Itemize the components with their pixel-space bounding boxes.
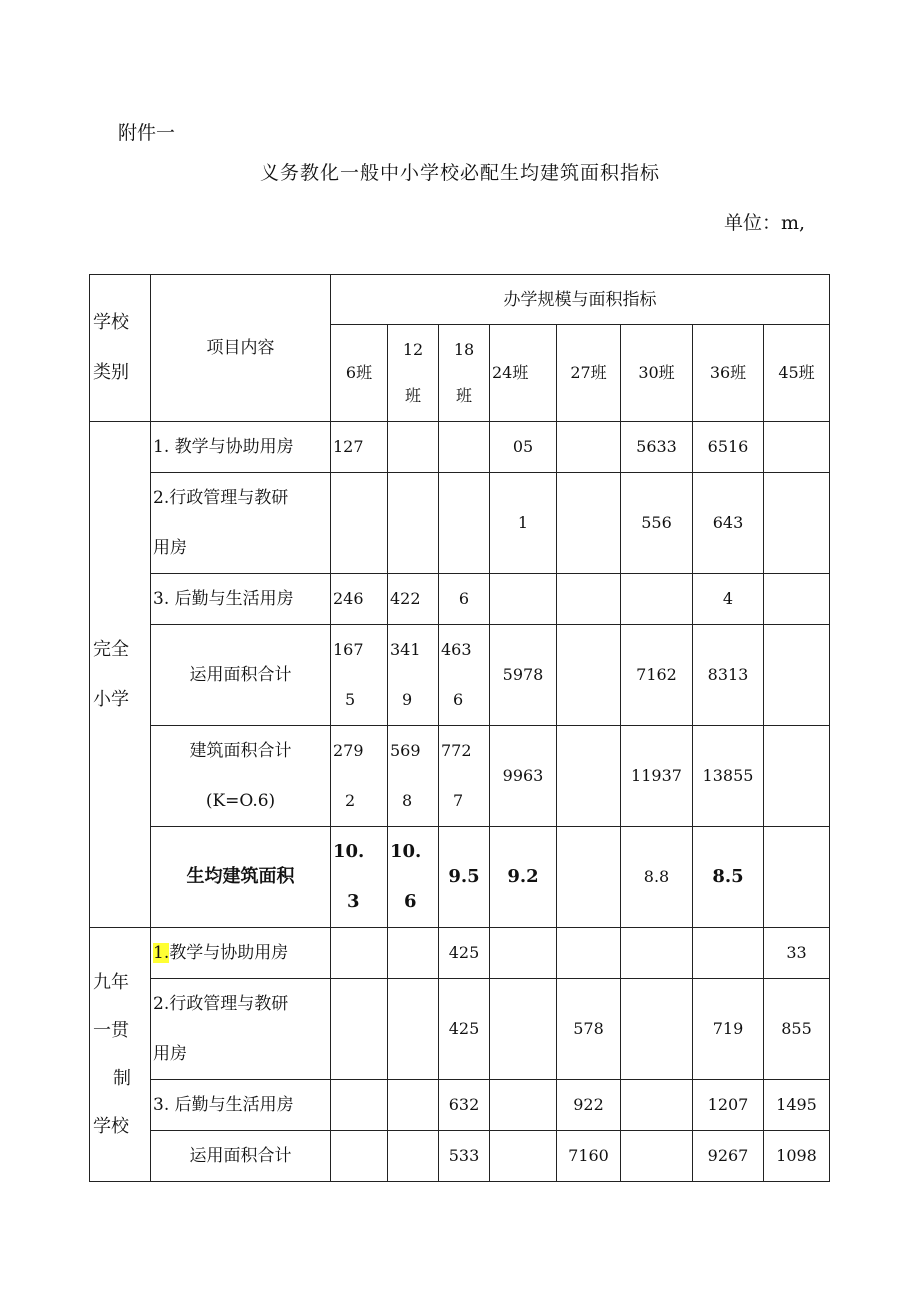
empty-cell (490, 1131, 557, 1182)
value-cell: 643 (693, 473, 764, 574)
header-category-line2: 类别 (93, 362, 129, 383)
item-cell: 运用面积合计 (151, 625, 331, 726)
value-line2: 7 (453, 791, 464, 810)
value-cell: 7160 (557, 1131, 621, 1182)
value-line2: 2 (345, 791, 356, 810)
value-cell (388, 625, 439, 726)
value-cell: 7162 (621, 625, 693, 726)
value-line1: 463 (441, 640, 472, 659)
empty-cell (490, 928, 557, 979)
empty-cell (331, 473, 388, 574)
empty-cell (388, 422, 439, 473)
empty-cell (331, 928, 388, 979)
empty-cell (621, 1131, 693, 1182)
item-cell: 3. 后勤与生活用房 (151, 1080, 331, 1131)
value-cell (331, 726, 388, 827)
table-row (90, 625, 830, 726)
empty-cell (439, 422, 490, 473)
empty-cell (764, 827, 830, 928)
value-cell: 1 (490, 473, 557, 574)
empty-cell (490, 574, 557, 625)
empty-cell (490, 979, 557, 1080)
value-cell: 922 (557, 1080, 621, 1131)
value-line2: 3 (347, 891, 360, 912)
value-cell: 556 (621, 473, 693, 574)
item-cell: 3. 后勤与生活用房 (151, 574, 331, 625)
value-line1: 167 (333, 640, 364, 659)
empty-cell (388, 473, 439, 574)
value-cell: 855 (764, 979, 830, 1080)
header-class-12-line2: 班 (404, 386, 421, 405)
value-cell (439, 726, 490, 827)
item-cell (151, 979, 331, 1080)
table-row (90, 1131, 830, 1182)
item-text: 教学与协助用房 (169, 943, 289, 963)
empty-cell (621, 1080, 693, 1131)
value-cell: 9.5 (439, 827, 490, 928)
attachment-label: 附件一 (118, 122, 176, 144)
value-cell: 5978 (490, 625, 557, 726)
empty-cell (764, 726, 830, 827)
value-line1: 341 (390, 640, 421, 659)
value-line1: 279 (333, 741, 364, 760)
item-line1: 2.行政管理与教研 (153, 994, 289, 1014)
header-class-24: 24班 (490, 325, 557, 422)
empty-cell (331, 979, 388, 1080)
value-cell: 6516 (693, 422, 764, 473)
value-cell: 246 (331, 574, 388, 625)
empty-cell (557, 625, 621, 726)
value-line2: 8 (402, 791, 413, 810)
table-row (90, 473, 830, 574)
header-class-36: 36班 (693, 325, 764, 422)
category-nine-year-line2: 一贯 (93, 1019, 129, 1041)
category-primary (90, 422, 151, 928)
empty-cell (557, 422, 621, 473)
category-nine-year-line4: 学校 (93, 1115, 129, 1137)
item-line2: (K=O.6) (205, 791, 276, 811)
value-cell (388, 827, 439, 928)
header-class-18-line2: 班 (455, 386, 472, 405)
value-cell: 578 (557, 979, 621, 1080)
value-cell: 422 (388, 574, 439, 625)
item-cell: 生均建筑面积 (151, 827, 331, 928)
value-cell (388, 726, 439, 827)
header-class-12-line1: 12 (402, 340, 424, 359)
empty-cell (557, 726, 621, 827)
empty-cell (388, 1080, 439, 1131)
header-class-18 (439, 325, 490, 422)
empty-cell (439, 473, 490, 574)
empty-cell (388, 928, 439, 979)
category-nine-year-line3: 制 (113, 1067, 131, 1089)
empty-cell (621, 574, 693, 625)
value-cell: 1207 (693, 1080, 764, 1131)
empty-cell (764, 473, 830, 574)
value-line1: 772 (441, 741, 472, 760)
table-row (90, 422, 830, 473)
empty-cell (331, 1080, 388, 1131)
value-line2: 6 (453, 690, 464, 709)
empty-cell (388, 979, 439, 1080)
table-row (90, 726, 830, 827)
value-cell: 8.8 (621, 827, 693, 928)
empty-cell (557, 827, 621, 928)
item-cell (151, 473, 331, 574)
value-cell: 13855 (693, 726, 764, 827)
value-cell (439, 625, 490, 726)
value-cell: 33 (764, 928, 830, 979)
empty-cell (490, 1080, 557, 1131)
empty-cell (331, 1131, 388, 1182)
header-class-18-line1: 18 (453, 340, 475, 359)
value-line2: 9 (402, 690, 413, 709)
item-cell: 运用面积合计 (151, 1131, 331, 1182)
value-cell: 719 (693, 979, 764, 1080)
value-cell: 05 (490, 422, 557, 473)
value-cell: 8313 (693, 625, 764, 726)
value-cell: 5633 (621, 422, 693, 473)
item-line2: 用房 (153, 1044, 187, 1064)
category-nine-year-line1: 九年 (93, 971, 129, 993)
item-cell: 1. 教学与协助用房 (151, 422, 331, 473)
value-cell: 6 (439, 574, 490, 625)
value-cell: 1495 (764, 1080, 830, 1131)
empty-cell (388, 1131, 439, 1182)
area-index-table (89, 274, 830, 1182)
highlighted-item-number: 1. (153, 943, 170, 963)
value-cell: 1098 (764, 1131, 830, 1182)
table-row (90, 928, 830, 979)
empty-cell (764, 625, 830, 726)
header-item: 项目内容 (151, 275, 331, 422)
category-primary-line1: 完全 (93, 638, 129, 660)
empty-cell (621, 979, 693, 1080)
value-cell: 632 (439, 1080, 490, 1131)
value-line1: 569 (390, 741, 421, 760)
header-class-27: 27班 (557, 325, 621, 422)
header-class-30: 30班 (621, 325, 693, 422)
table-row (90, 827, 830, 928)
value-line2: 6 (404, 891, 417, 912)
value-cell: 127 (331, 422, 388, 473)
value-cell: 533 (439, 1131, 490, 1182)
table-row (90, 574, 830, 625)
value-cell (331, 625, 388, 726)
value-cell: 9.2 (490, 827, 557, 928)
value-line1: 10. (333, 841, 365, 862)
header-class-45: 45班 (764, 325, 830, 422)
item-line1: 2.行政管理与教研 (153, 488, 289, 508)
item-line1: 建筑面积合计 (189, 741, 292, 761)
value-cell: 425 (439, 928, 490, 979)
value-cell: 425 (439, 979, 490, 1080)
empty-cell (693, 928, 764, 979)
value-cell: 9267 (693, 1131, 764, 1182)
header-class-12 (388, 325, 439, 422)
value-cell: 9963 (490, 726, 557, 827)
empty-cell (764, 574, 830, 625)
header-scale-group: 办学规模与面积指标 (331, 275, 830, 325)
value-cell (331, 827, 388, 928)
item-cell (151, 726, 331, 827)
header-category-line1: 学校 (93, 312, 129, 333)
document-title: 义务教化一般中小学校必配生均建筑面积指标 (259, 162, 660, 184)
category-nine-year (90, 928, 151, 1182)
empty-cell (621, 928, 693, 979)
header-category-cell (90, 275, 151, 422)
value-cell: 4 (693, 574, 764, 625)
header-class-6: 6班 (331, 325, 388, 422)
value-cell: 11937 (621, 726, 693, 827)
value-cell: 8.5 (693, 827, 764, 928)
empty-cell (557, 574, 621, 625)
category-primary-line2: 小学 (93, 688, 129, 710)
table-row (90, 1080, 830, 1131)
empty-cell (557, 473, 621, 574)
item-line2: 用房 (153, 538, 187, 558)
empty-cell (764, 422, 830, 473)
value-line2: 5 (345, 690, 356, 709)
value-line1: 10. (390, 841, 422, 862)
item-cell (151, 928, 331, 979)
unit-label: 单位：m, (724, 212, 806, 234)
table-row (90, 979, 830, 1080)
empty-cell (557, 928, 621, 979)
